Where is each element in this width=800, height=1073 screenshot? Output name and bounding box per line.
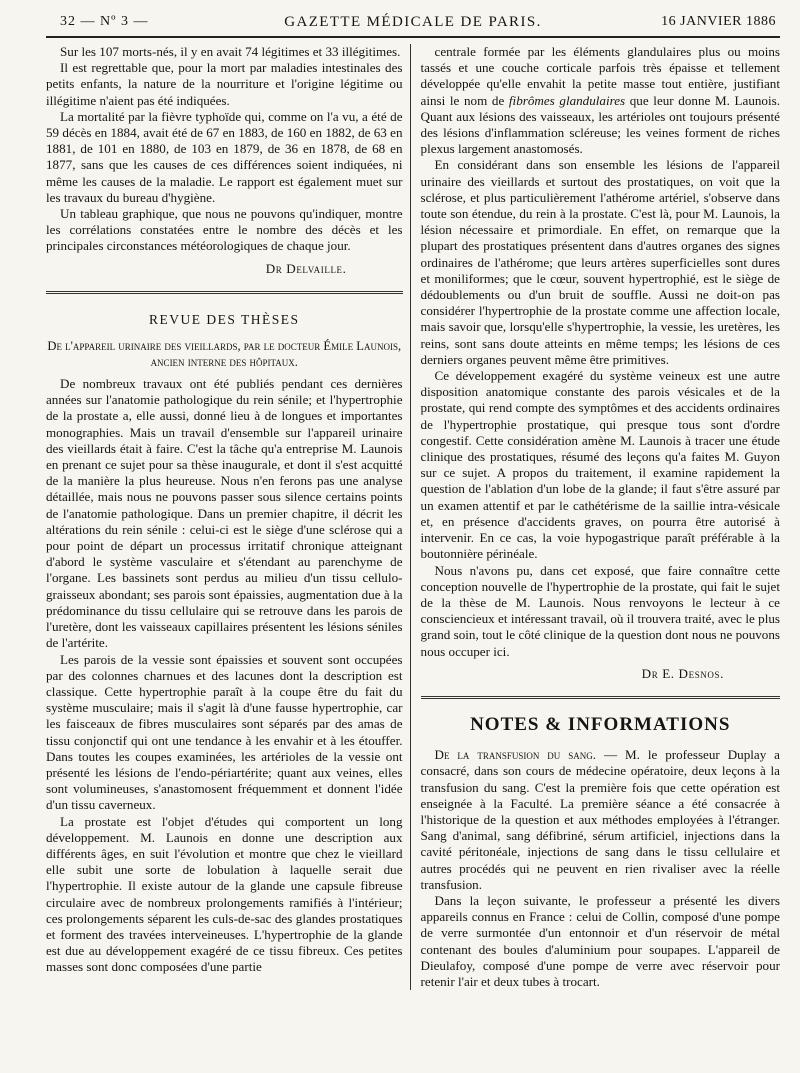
page-header <box>46 8 780 38</box>
paragraph <box>421 44 780 157</box>
paragraph-lead: De la transfusion du sang. <box>434 747 597 763</box>
right-column <box>410 44 780 990</box>
paragraph: Nous n'avons pu, dans cet exposé, que faire connaître cette conception nouvelle de l'hypertrophie de la prostate, qui fait le sujet de la thèse de M. Launois. Nous renvoyons le lecteur à ce consciencieux et intéressant travail, où il trouvera traité, avec le plus grand soin, tout le côté clinique de la question dont nous ne pouvons nous occuper ici. <box>420 562 780 659</box>
text-run: — M. le professeur Duplay a consacré, dans son cours de médecine opératoire, deux leçons à la transfusion du sang. C'est la première fois que cette opération est enseignée à la Faculté. La première séance a été consacrée à l'historique de la question et aux méthodes employées à l'étranger. Sang d'animal, sang défibriné, sérum artificiel, injections dans la cavité péritonéale, injections de sang dans le tissu cellulaire et autres procédés qui ne peuvent en rien rivaliser avec la réelle transfusion. <box>420 747 780 892</box>
section-divider <box>46 291 403 294</box>
article-subtitle: De l'appareil urinaire des vieillards, par le docteur Émile Launois, ancien interne des hôpitaux. <box>47 339 402 370</box>
paragraph: En considérant dans son ensemble les lésions de l'appareil urinaire des vieillards et surtout des prostatiques, on voit que la sclérose, et plus particulièrement l'athérome artériel, s'observe dans toute son étendue, du rein à la prostate. C'est là, pour M. Launois, la lésion nécessaire et primordiale. En effet, on remarque que la plupart des prostatiques présentent dans d'autres organes des signes ordinaires de l'athérome; que leurs artères superficielles sont dures et moniliformes; que le cœur, souvent hypertrophié, est le siège de dédoublements ou d'un bruit de souffle. Aussi ne doit-on pas considérer l'hypertrophie de la prostate comme une affection locale, mais savoir que, lorsqu'elle s'hypertrophie, la vessie, les uretères, les reins, sont sans doute atteints en même temps; les lésions de ces derniers organes peuvent même être primitives. <box>420 157 780 367</box>
two-column-body <box>46 44 780 990</box>
section-heading: NOTES & INFORMATIONS <box>470 713 731 735</box>
paragraph: Sur les 107 morts-nés, il y en avait 74 légitimes et 33 illégitimes. <box>60 44 401 59</box>
newspaper-title: GAZETTE MÉDICALE DE PARIS. <box>284 14 542 30</box>
text-run: que leur donne M. Launois. Quant aux lésions des vaisseaux, les artérioles ont toujours présenté des lésions d'inflammation scléreuse; les veines forment de riches plexus largement anastomosés. <box>420 92 780 157</box>
paragraph: La prostate est l'objet d'études qui comportent un long développement. M. Launois en donne une description aux différents âges, en suit l'évolution et montre que chez le vieillard elle subit une sorte de lobulation à laquelle serait due l'hypertrophie. Il existe autour de la glande une capsule fibreuse circulaire avec de nombreux prolongements ramifiés à l'intérieur; ces prolongements séparent les culs-de-sac des glandes prostatiques et forment des travées interveineuses. L'hypertrophie de la glande est due au développement exagéré de ce tissu fibreux. Ces petites masses sont donc composées d'une partie <box>46 813 403 975</box>
italic-term: fibrômes glandulaires <box>508 92 626 108</box>
paragraph: Il est regrettable que, pour la mort par maladies intestinales des petits enfants, la nature de la nourriture et l'origine légitime ou illégitime n'aient pas été indiquées. <box>46 60 403 108</box>
paragraph: Ce développement exagéré du système veineux est une autre disposition anatomique constante des parois vésicales et de la prostate, qui rend compte des symptômes et des accidents ordinaires de l'hypertrophie prostatique, qui presque tous sont d'ordre congestif. Cette considération amène M. Launois à tracer une étude clinique des prostatiques, résumé des leçons qu'a faites M. Guyon sur ce sujet. A propos du traitement, il examine rapidement la question de l'ablation d'un lobe de la glande; il faut s'être assuré par un examen attentif et par le cathétérisme de la saillie intra-vésicale et, en présence d'accidents graves, on pourra être autorisé à intervenir. En ce cas, la voie hypogastrique paraît préférable à la boutonnière périnéale. <box>420 368 780 562</box>
section-heading: REVUE DES THÈSES <box>149 311 300 327</box>
paragraph <box>421 747 780 893</box>
paragraph: Dans la leçon suivante, le professeur a présenté les divers appareils connus en France : celui de Collin, composé d'une pompe de verre surmontée d'un entonnoir et d'un réservoir de métal contenant des boules d'aluminium pour soupapes. L'appareil de Dieulafoy, composé d'une pompe de verre avec réservoir pour retenir l'air et deux tubes à trocart. <box>420 892 780 989</box>
text-run: centrale formée par les éléments glandulaires plus ou moins tassés et une couche corticale parfois très épaisse et tellement développée qu'elle envahit la petite masse tout entière, justifiant ainsi le nom de <box>420 44 780 108</box>
author-signature: Dr E. Desnos. <box>641 665 724 681</box>
issue-date: 16 JANVIER 1886 <box>661 14 776 29</box>
paragraph: Les parois de la vessie sont épaissies et souvent sont occupées par des colonnes charnues et des lacunes dont la description est classique. Cette hypertrophie paraît à la coupe être du fait du système musculaire; mais il s'agit là d'une fausse hypertrophie, car les faisceaux de fibres musculaires sont séparés par des amas de tissu conjonctif qui ont une tendance à les envahir et à les étouffer. Dans toutes les coupes examinées, les artérioles de la vessie ont présenté les lésions de l'endo-périartérite; quant aux veines, elles sont volumineuses, s'anastomosent fréquemment et donnent l'idée d'un tissu caverneux. <box>46 651 403 813</box>
left-column <box>46 44 410 990</box>
author-signature: Dr Delvaille. <box>265 260 347 276</box>
paragraph: De nombreux travaux ont été publiés pendant ces dernières années sur l'anatomie pathologique du rein sénile; et l'hypertrophie de la prostate a, elle aussi, donné lieu à de longues et importantes monographies. Mais un travail d'ensemble sur l'appareil urinaire des vieillards était à faire. C'est la tâche qu'a entreprise M. Launois en prenant ce sujet pour sa thèse inaugurale, et dont il s'est acquitté de la manière la plus heureuse. Nous n'en ferons pas une analyse détaillée, mais nous ne pouvons passer sous silence certains points de l'anatomie pathologique. Dans un premier chapitre, il décrit les altérations du rein sénile : celui-ci est le siège d'une sclérose qui a pour point de départ un processus irritatif chronique atteignant d'abord le système vasculaire et s'étendant au parenchyme de l'organe. Les bassinets sont perdus au milieu d'un tissu cellulo-graisseux abondant; ses parois sont épaissies, augmentation due à la prédominance du tissu cellulaire qui se retrouve dans les parois de l'uretère, dont les vaisseaux capillaires présentent les lésions séniles de l'artérite. <box>46 376 403 651</box>
paragraph: La mortalité par la fièvre typhoïde qui, comme on l'a vu, a été de 59 décès en 1884, avait été de 67 en 1883, de 160 en 1882, de 63 en 1881, de 101 en 1880, de 103 en 1879, de 36 en 1878, de 68 en 1877, sans que les causes de ces différences soient indiquées, ni même les causes de la maladie. Le rapport est également muet sur les travaux du bureau d'hygiène. <box>46 108 403 205</box>
page-number: 32 — Nº 3 — <box>60 14 149 29</box>
section-divider <box>421 696 780 699</box>
paragraph: Un tableau graphique, que nous ne pouvons qu'indiquer, montre les corrélations constatées entre le nombre des décès et les principales circonstances météorologiques de chaque jour. <box>46 206 403 254</box>
